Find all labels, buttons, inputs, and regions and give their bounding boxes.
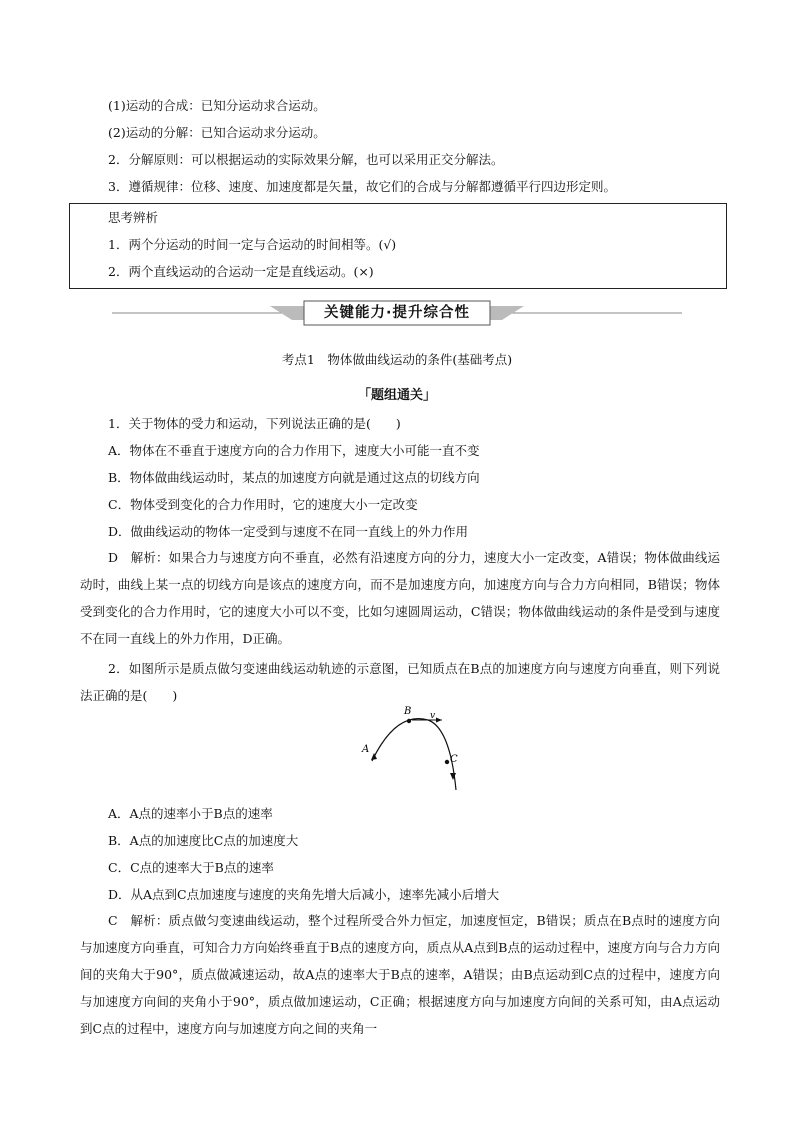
tizu-heading: 「题组通关」 [357, 388, 436, 403]
q1-option-b: B．物体做曲线运动时，某点的加速度方向就是通过这点的切线方向 [108, 470, 480, 485]
q2-option-c: C．C点的速率大于B点的速率 [108, 860, 274, 875]
point-b [407, 719, 411, 723]
q1-stem: 1．关于物体的受力和运动，下列说法正确的是( ) [108, 416, 401, 431]
thinking-box [69, 203, 727, 289]
q2-option-b: B．A点的加速度比C点的加速度大 [108, 833, 299, 848]
label-a: A [362, 744, 370, 755]
box-title: 思考辨析 [108, 210, 159, 225]
kaodian-heading: 考点1 物体做曲线运动的条件(基础考点) [281, 352, 513, 367]
text-line-decomposition: (2)运动的分解：已知合运动求分运动。 [108, 125, 326, 140]
q2-stem: 2．如图所示是质点做匀变速曲线运动轨迹的示意图，已知质点在B点的加速度方向与速度方向垂直，则下列说法正确的是( ) [80, 661, 720, 703]
q1-option-d: D．做曲线运动的物体一定受到与速度不在同一直线上的外力作用 [108, 524, 469, 539]
box-item-2: 2．两个直线运动的合运动一定是直线运动。(×) [108, 264, 374, 279]
text-line-synthesis: (1)运动的合成：已知分运动求合运动。 [108, 98, 326, 113]
text-line-principle: 2．分解原则：可以根据运动的实际效果分解，也可以采用正交分解法。 [108, 152, 504, 167]
q1-option-a: A．物体在不垂直于速度方向的合力作用下，速度大小可能一直不变 [108, 443, 480, 458]
point-c [445, 760, 449, 764]
velocity-arrowhead [436, 718, 442, 723]
box-item-1: 1．两个分运动的时间一定与合运动的时间相等。(√) [108, 237, 397, 252]
label-v: v [430, 711, 436, 721]
text-line-rule: 3．遵循规律：位移、速度、加速度都是矢量，故它们的合成与分解都遵循平行四边形定则。 [108, 179, 616, 194]
trajectory-curve [372, 719, 456, 790]
label-c: C [450, 754, 458, 765]
q1-option-c: C．物体受到变化的合力作用时，它的速度大小一定改变 [108, 497, 418, 512]
q2-option-d: D．从A点到C点加速度与速度的夹角先增大后减小，速率先减小后增大 [108, 887, 500, 902]
label-b: B [404, 706, 412, 717]
banner-title: 关键能力·提升综合性 [323, 305, 470, 321]
q1-analysis: D 解析：如果合力与速度方向不垂直，必然有沿速度方向的分力，速度大小一定改变，A错误；物体做曲线运动时，曲线上某一点的切线方向是该点的速度方向，而不是加速度方向，加速度方向与合力方向相同，B错误；物体受到变化的合力作用时，它的速度大小可以不变，比如匀速圆周运动，C错误；物体做曲线运动的条件是受到与速度不在同一直线上的外力作用，D正确。 [80, 550, 720, 646]
section-banner [112, 300, 682, 326]
q2-analysis: C 解析：质点做匀变速曲线运动，整个过程所受合外力恒定，加速度恒定，B错误；质点在B点时的速度方向与加速度方向垂直，可知合力方向始终垂直于B点的速度方向，质点从A点到B点的运动过程中，速度方向与合力方向间的夹角大于90°，质点做减速运动，故A点的速率大于B点的速率，A错误；由B点运动到C点的过程中，速度方向与加速度方向间的夹角小于90°，质点做加速运动，C正确；根据速度方向与加速度方向间的关系可知，由A点运动到C点的过程中，速度方向与加速度方向之间的夹角一 [80, 913, 720, 1036]
trajectory-figure [350, 706, 480, 798]
q2-option-a: A．A点的速率小于B点的速率 [108, 806, 273, 821]
